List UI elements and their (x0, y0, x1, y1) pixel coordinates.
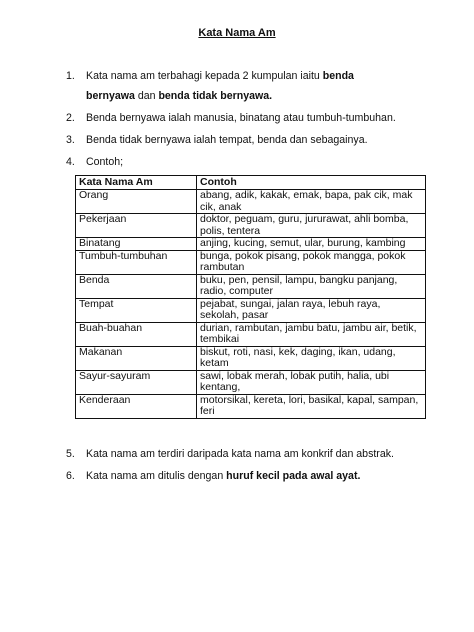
examples-cell: sawi, lobak merah, lobak putih, halia, ubi kentang, (197, 370, 426, 394)
point-5 (66, 447, 426, 461)
table-row (76, 250, 426, 274)
table-row (76, 322, 426, 346)
point-number: 1. (66, 70, 75, 82)
column-header-examples: Contoh (197, 176, 426, 190)
table-header-row (76, 176, 426, 190)
examples-cell: bunga, pokok pisang, pokok mangga, pokok rambutan (197, 250, 426, 274)
table-row (76, 274, 426, 298)
examples-cell: biskut, roti, nasi, kek, daging, ikan, udang, ketam (197, 346, 426, 370)
point-number: 3. (66, 134, 75, 146)
category-cell: Pekerjaan (76, 214, 197, 238)
point-text: Kata nama am ditulis dengan (86, 470, 227, 482)
point-4 (66, 155, 426, 169)
column-header-category: Kata Nama Am (76, 176, 197, 190)
point-text: Contoh; (86, 156, 124, 168)
point-1-line-2 (86, 89, 426, 103)
point-6 (66, 469, 426, 483)
table-row (76, 190, 426, 214)
examples-table (75, 175, 426, 419)
point-bold-text: bernyawa (86, 90, 135, 102)
page-title: Kata Nama Am (198, 27, 276, 39)
examples-cell: doktor, peguam, guru, jururawat, ahli bomba, polis, tentera (197, 214, 426, 238)
bottom-points-list (66, 447, 426, 483)
examples-cell: motorsikal, kereta, lori, basikal, kapal, sampan, feri (197, 394, 426, 418)
point-text: Kata nama am terbahagi kepada 2 kumpulan iaitu (86, 70, 323, 82)
examples-cell: buku, pen, pensil, lampu, bangku panjang, radio, computer (197, 274, 426, 298)
category-cell: Sayur-sayuram (76, 370, 197, 394)
table-row (76, 370, 426, 394)
point-number: 2. (66, 112, 75, 124)
table-row (76, 238, 426, 251)
table-row (76, 394, 426, 418)
category-cell: Kenderaan (76, 394, 197, 418)
category-cell: Buah-buahan (76, 322, 197, 346)
point-3 (66, 133, 426, 147)
examples-cell: durian, rambutan, jambu batu, jambu air, betik, tembikai (197, 322, 426, 346)
category-cell: Tempat (76, 298, 197, 322)
category-cell: Binatang (76, 238, 197, 251)
examples-cell: anjing, kucing, semut, ular, burung, kambing (197, 238, 426, 251)
point-2 (66, 111, 426, 125)
top-points-list (66, 69, 426, 169)
point-number: 5. (66, 448, 75, 460)
point-number: 4. (66, 156, 75, 168)
point-text: Kata nama am terdiri daripada kata nama am konkrif dan abstrak. (86, 448, 394, 460)
point-bold-text: huruf kecil pada awal ayat. (226, 470, 361, 482)
table-row (76, 298, 426, 322)
category-cell: Benda (76, 274, 197, 298)
point-text: Benda tidak bernyawa ialah tempat, benda dan sebagainya. (86, 134, 368, 146)
point-1 (66, 69, 426, 103)
category-cell: Orang (76, 190, 197, 214)
category-cell: Tumbuh-tumbuhan (76, 250, 197, 274)
point-bold-text: benda tidak bernyawa. (158, 90, 273, 102)
table-row (76, 346, 426, 370)
point-number: 6. (66, 470, 75, 482)
table-row (76, 214, 426, 238)
point-text: dan (134, 90, 159, 102)
examples-cell: abang, adik, kakak, emak, bapa, pak cik, mak cik, anak (197, 190, 426, 214)
examples-cell: pejabat, sungai, jalan raya, lebuh raya, sekolah, pasar (197, 298, 426, 322)
point-text: Benda bernyawa ialah manusia, binatang atau tumbuh-tumbuhan. (86, 112, 396, 124)
point-bold-text: benda (322, 70, 354, 82)
category-cell: Makanan (76, 346, 197, 370)
